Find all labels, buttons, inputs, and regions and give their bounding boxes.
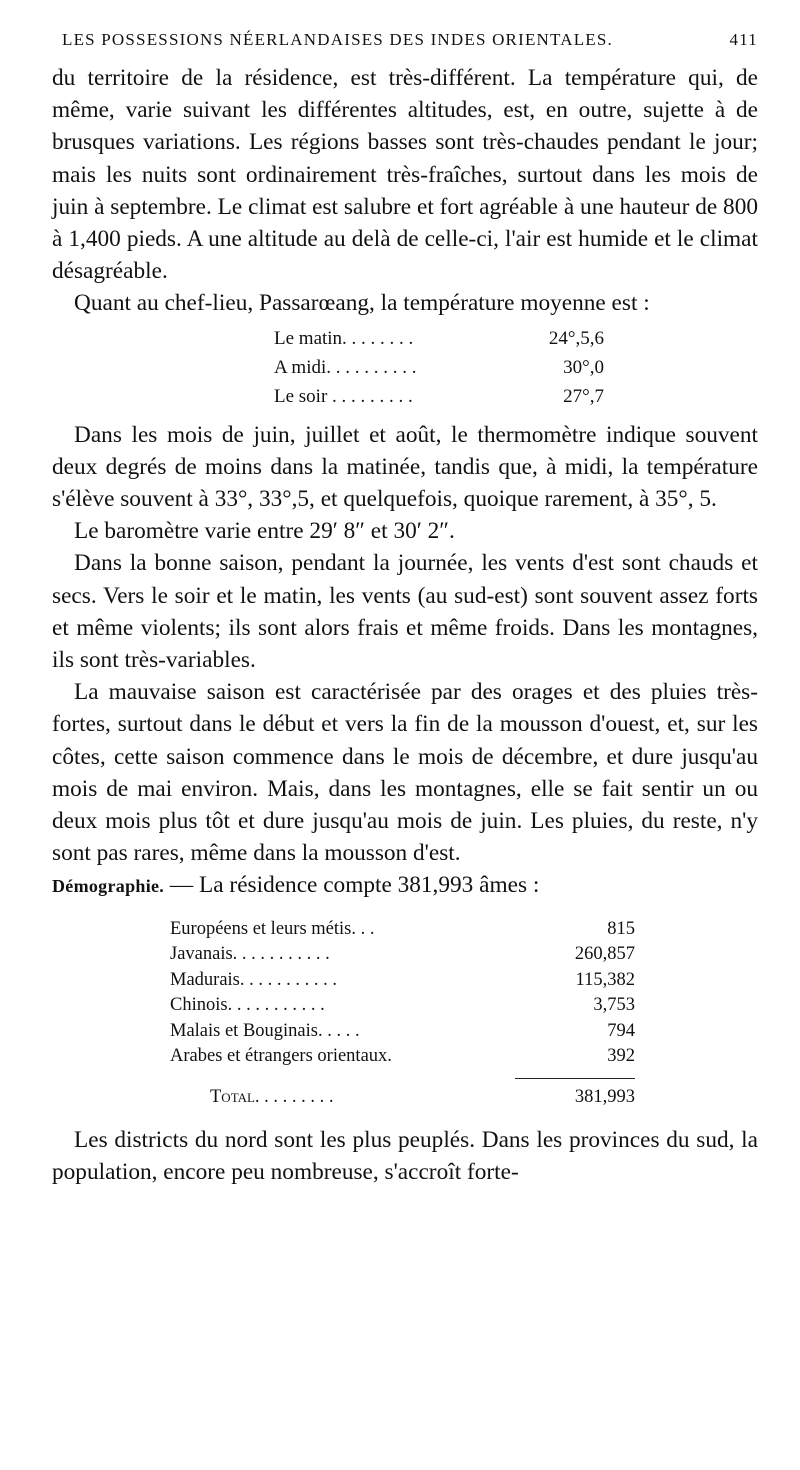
paragraph-chef-lieu: Quant au chef-lieu, Passarœang, la température moyenne est : xyxy=(74,290,650,317)
total-label: Total. . . . . . . . . xyxy=(210,1086,334,1107)
paragraph-districts: Les districts du nord sont les plus peuplés. Dans les provinces du sud, la population, encore peu nombreuse, s'accroît forte- xyxy=(52,1127,758,1186)
table-row xyxy=(170,942,635,968)
table-row xyxy=(274,353,604,382)
temp-value: 24°,5,6 xyxy=(548,327,604,349)
table-row xyxy=(274,324,604,353)
paragraph-demographie xyxy=(52,869,758,902)
total-rule xyxy=(515,1078,635,1079)
table-row xyxy=(170,917,635,943)
pop-value: 392 xyxy=(607,1046,635,1067)
paragraph-thermometre: Dans les mois de juin, juillet et août, le thermomètre indique souvent deux degrés de moins dans la matinée, tandis que, à midi, la température s'élève souvent à 33°, 33°,5, et quelquefois, quoique rarement, à 35°, 5. xyxy=(52,421,758,513)
paragraph-barometre: Le baromètre varie entre 29′ 8″ et 30′ 2″. xyxy=(74,518,455,545)
paragraph-vents: Dans la bonne saison, pendant la journée, les vents d'est sont chauds et secs. Vers le soir et le matin, les vents (au sud-est) sont souvent assez forts et même violents; ils sont alors frais et même froids. Dans les montagnes, ils sont très-variables. xyxy=(52,550,758,674)
header-title: LES POSSESSIONS NÉERLANDAISES DES INDES ORIENTALES. xyxy=(62,30,613,49)
total-value: 381,993 xyxy=(574,1086,635,1107)
running-header xyxy=(52,30,758,50)
paragraph-mauvaise-saison: La mauvaise saison est caractérisée par des orages et des pluies très-fortes, surtout dans le début et vers la fin de la mousson d'ouest, et, sur les côtes, cette saison commence dans le mois de décembre, et dure jusqu'au mois de mai environ. Mais, dans les montagnes, elle se fait sentir un ou deux mois plus tôt et dure jusqu'au mois de juin. Les pluies, du reste, n'y sont pas rares, même dans la mousson d'est. xyxy=(52,679,758,867)
pop-value: 794 xyxy=(607,1020,635,1041)
pop-value: 115,382 xyxy=(575,969,635,990)
section-lead-text: — La résidence compte 381,993 âmes : xyxy=(164,872,540,899)
temp-label: A midi. . . . . . . . . . xyxy=(274,356,417,378)
table-row xyxy=(170,1044,635,1070)
paragraph-climate: du territoire de la résidence, est très-différent. La température qui, de même, varie suivant les différentes altitudes, est, en outre, sujette à de brusques variations. Les régions basses sont très-chaudes pendant le jour; mais les nuits sont ordinairement très-fraîches, surtout dans les mois de juin à septembre. Le climat est salubre et fort agréable à une hauteur de 800 à 1,400 pieds. A une altitude au delà de celle-ci, l'air est humide et le climat désagréable. xyxy=(52,65,758,285)
table-row xyxy=(274,382,604,411)
pop-value: 3,753 xyxy=(593,995,635,1016)
pop-label: Javanais. . . . . . . . . . . xyxy=(170,944,330,965)
temp-label: Le matin. . . . . . . . xyxy=(274,327,414,349)
page-number: 411 xyxy=(729,30,758,49)
total-row xyxy=(170,1085,635,1111)
pop-value: 260,857 xyxy=(574,944,635,965)
pop-label: Madurais. . . . . . . . . . . xyxy=(170,969,337,990)
temp-label: Le soir . . . . . . . . . xyxy=(274,385,413,407)
population-table xyxy=(170,917,635,1111)
table-row xyxy=(170,1019,635,1045)
pop-label: Arabes et étrangers orientaux. xyxy=(170,1046,392,1067)
pop-label: Européens et leurs métis. . . xyxy=(170,918,375,939)
pop-value: 815 xyxy=(607,918,635,939)
temp-value: 27°,7 xyxy=(563,385,604,407)
pop-label: Malais et Bouginais. . . . . xyxy=(170,1020,360,1041)
temperature-table xyxy=(274,324,604,411)
temp-value: 30°,0 xyxy=(563,356,604,378)
section-lead: Démographie. xyxy=(52,876,165,897)
table-row xyxy=(170,993,635,1019)
table-row xyxy=(170,968,635,994)
pop-label: Chinois. . . . . . . . . . . xyxy=(170,995,325,1016)
document-page xyxy=(52,30,758,1189)
